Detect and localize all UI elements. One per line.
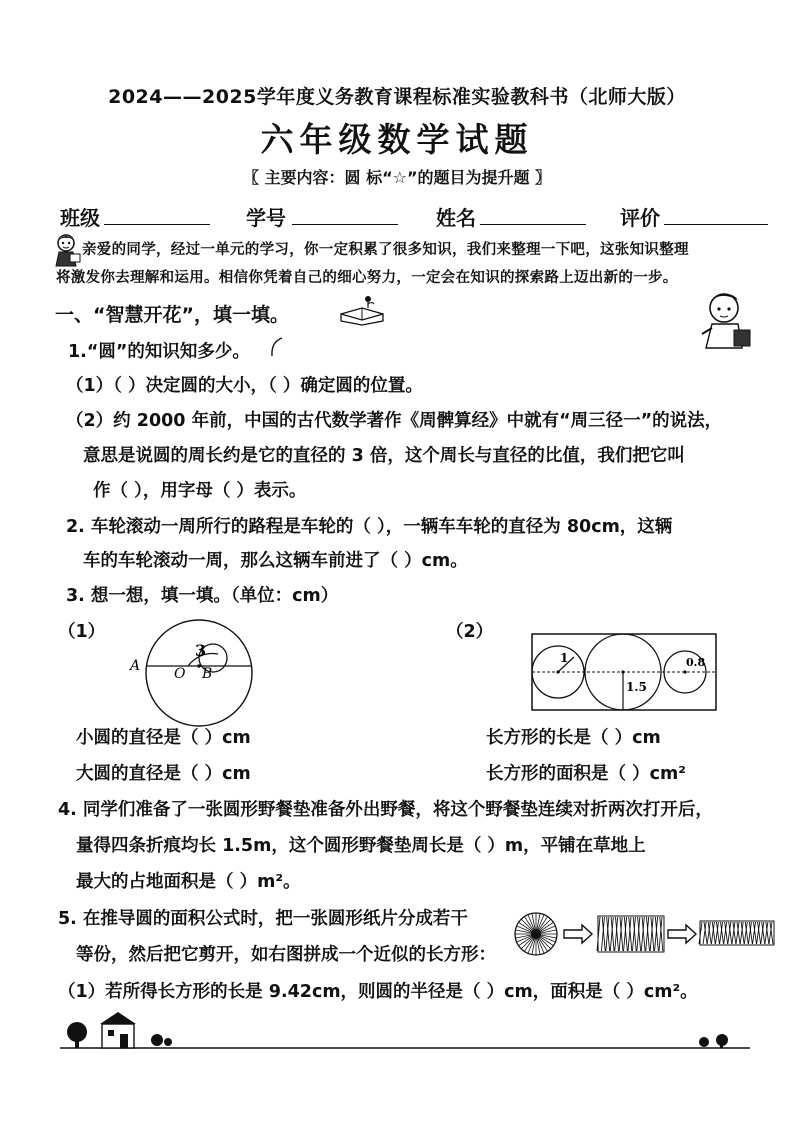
q1-part2-line1: （2）约 2000 年前，中国的古代数学著作《周髀算经》中就有“周三径一”的说法， <box>66 411 723 431</box>
intro-line-2: 将激发你去理解和运用。相信你凭着自己的细心努力，一定会在知识的探索路上迈出新的一步。 <box>56 269 678 286</box>
house-icon <box>100 1012 136 1024</box>
section-1-title: 一、“智慧开花”，填一填。 <box>55 304 289 326</box>
label-O: O <box>174 666 186 682</box>
arrow-right-icon <box>668 925 696 943</box>
intro-line-1: 亲爱的同学，经过一单元的学习，你一定积累了很多知识，我们来整理一下吧，这张知识整理 <box>82 241 689 258</box>
class-label: 班级 <box>60 206 100 230</box>
book-flower-icon <box>338 294 386 326</box>
q2-line1: 2. 车轮滚动一周所行的路程是车轮的（ ），一辆车车轮的直径为 80cm，这辆 <box>66 517 673 537</box>
q3-rect-area: 长方形的面积是（ ）cm² <box>486 764 686 784</box>
q1-part2-line2: 意思是说圆的周长约是它的直径的 3 倍，这个周长与直径的比值，我们把它叫 <box>83 446 685 466</box>
q5-line1: 5. 在推导圆的面积公式时，把一张圆形纸片分成若干 <box>58 909 468 929</box>
student-id-label: 学号 <box>246 206 286 230</box>
q3-rect-length: 长方形的长是（ ）cm <box>486 728 661 748</box>
sectored-circle <box>515 913 557 955</box>
q3-part2-label: （2） <box>446 622 494 642</box>
label-0-8: 0.8 <box>686 656 706 669</box>
evaluation-field[interactable] <box>664 224 768 225</box>
q1-part2-line3: 作（ ），用字母（ ）表示。 <box>93 481 307 501</box>
exam-header: 2024——2025学年度义务教育课程标准实验教科书（北师大版） <box>108 86 686 108</box>
q3-part1-label: （1） <box>58 622 106 642</box>
q5-line2: 等份，然后把它剪开，如右图拼成一个近似的长方形： <box>76 945 496 965</box>
q1-title: 1.“圆”的知识知多少。 <box>68 342 250 362</box>
q3-small-diameter: 小圆的直径是（ ）cm <box>76 728 251 748</box>
footer-landscape-decoration <box>60 1010 750 1054</box>
q4-line3: 最大的占地面积是（ ）m²。 <box>76 872 301 892</box>
label-1-5: 1.5 <box>626 680 647 694</box>
q2-line2: 车的车轮滚动一周，那么这辆车前进了（ ）cm。 <box>83 551 468 571</box>
q1-part1: （1）（ ）决定圆的大小，（ ）确定圆的位置。 <box>66 376 423 396</box>
student-cartoon-icon <box>52 232 84 268</box>
q3-title: 3. 想一想，填一填。（单位：cm） <box>66 586 339 606</box>
label-1: 1 <box>560 651 569 665</box>
evaluation-label: 评价 <box>620 206 660 230</box>
label-3: 3 <box>195 641 207 660</box>
big-circle <box>146 620 252 726</box>
class-field[interactable] <box>104 224 210 225</box>
label-A: A <box>130 658 141 674</box>
q4-line1: 4. 同学们准备了一张圆形野餐垫准备外出野餐，将这个野餐垫连续对折两次打开后， <box>58 800 713 820</box>
thinking-boy-icon <box>698 290 756 354</box>
q3-big-diameter: 大圆的直径是（ ）cm <box>76 764 251 784</box>
q5-sub1: （1）若所得长方形的长是 9.42cm，则圆的半径是（ ）cm，面积是（ ）cm²。 <box>58 982 698 1002</box>
pencil-mark-icon <box>268 336 286 358</box>
label-B: B <box>202 666 213 682</box>
name-field[interactable] <box>480 224 586 225</box>
page-title: 六年级数学试题 <box>260 120 534 159</box>
approx-rectangle <box>699 921 774 945</box>
main-content-note: 〖 主要内容：圆 标“☆”的题目为提升题 〗 <box>242 168 552 187</box>
arrow-right-icon <box>564 925 592 943</box>
q3-figure-2 <box>530 630 720 712</box>
cut-sectors <box>597 916 664 952</box>
student-id-field[interactable] <box>292 224 398 225</box>
name-label: 姓名 <box>436 206 476 230</box>
q5-circle-to-rectangle-figure <box>512 910 778 958</box>
q4-line2: 量得四条折痕均长 1.5m，这个圆形野餐垫周长是（ ）m，平铺在草地上 <box>76 836 646 856</box>
q3-figure-1 <box>120 618 270 733</box>
